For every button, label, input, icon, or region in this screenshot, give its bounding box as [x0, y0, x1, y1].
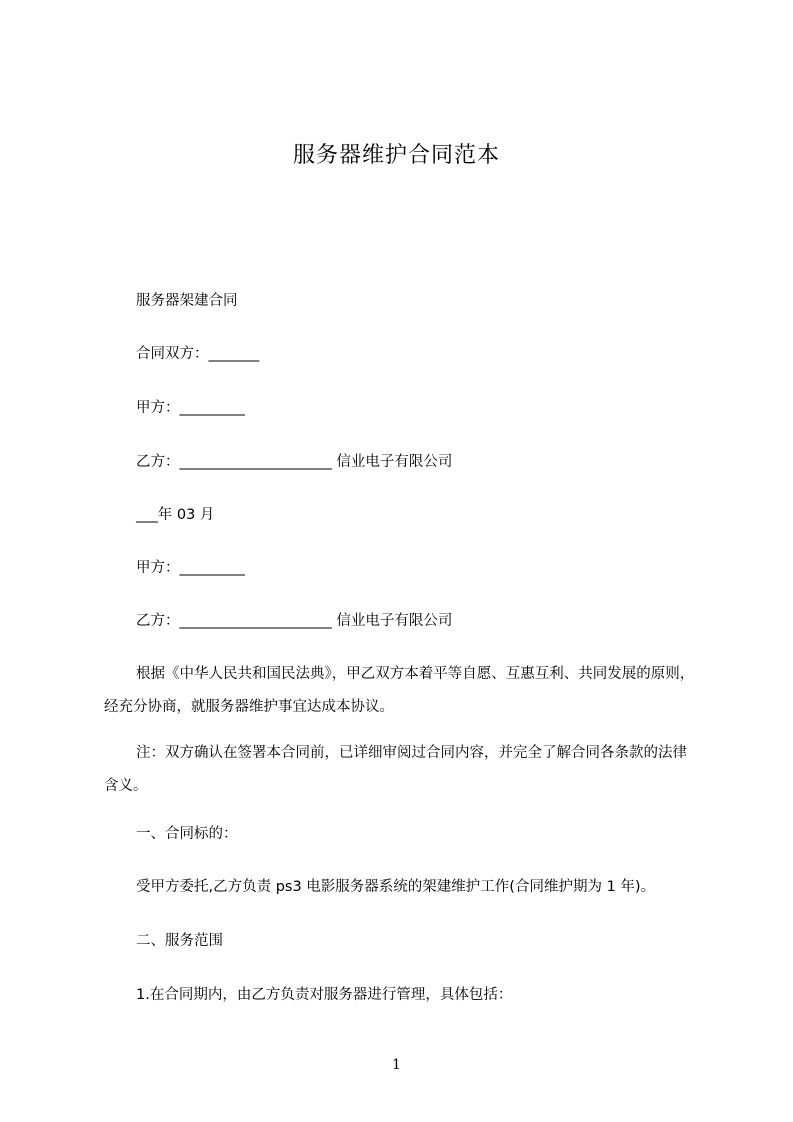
contract-subtitle: 服务器架建合同 — [136, 293, 238, 309]
contract-parties-line: 合同双方：_______ — [136, 346, 260, 362]
party-a-line: 甲方：_________ — [136, 400, 245, 416]
section-2-item-1: 1.在合同期内，由乙方负责对服务器进行管理，具体包括： — [136, 987, 513, 1003]
date-line: ___年 03 月 — [136, 507, 215, 523]
section-2-heading: 二、服务范围 — [136, 933, 223, 949]
section-1-heading: 一、合同标的： — [136, 826, 238, 842]
party-a-line-2: 甲方：_________ — [136, 560, 245, 576]
party-b-line: 乙方：_____________________ 信业电子有限公司 — [136, 454, 453, 470]
page-number: 1 — [392, 1057, 401, 1073]
section-1-text: 受甲方委托,乙方负责 ps3 电影服务器系统的架建维护工作(合同维护期为 1 年)。 — [136, 879, 656, 895]
note-paragraph: 注：双方确认在签署本合同前，已详细审阅过合同内容，并完全了解合同各条款的法律含义。 — [104, 745, 687, 794]
preamble-paragraph: 根据《中华人民共和国民法典》，甲乙双方本着平等自愿、互惠互利、共同发展的原则，经充分协商，就服务器维护事宜达成本协议。 — [104, 666, 695, 715]
party-b-line-2: 乙方：_____________________ 信业电子有限公司 — [136, 613, 453, 629]
document-title: 服务器维护合同范本 — [292, 143, 500, 168]
